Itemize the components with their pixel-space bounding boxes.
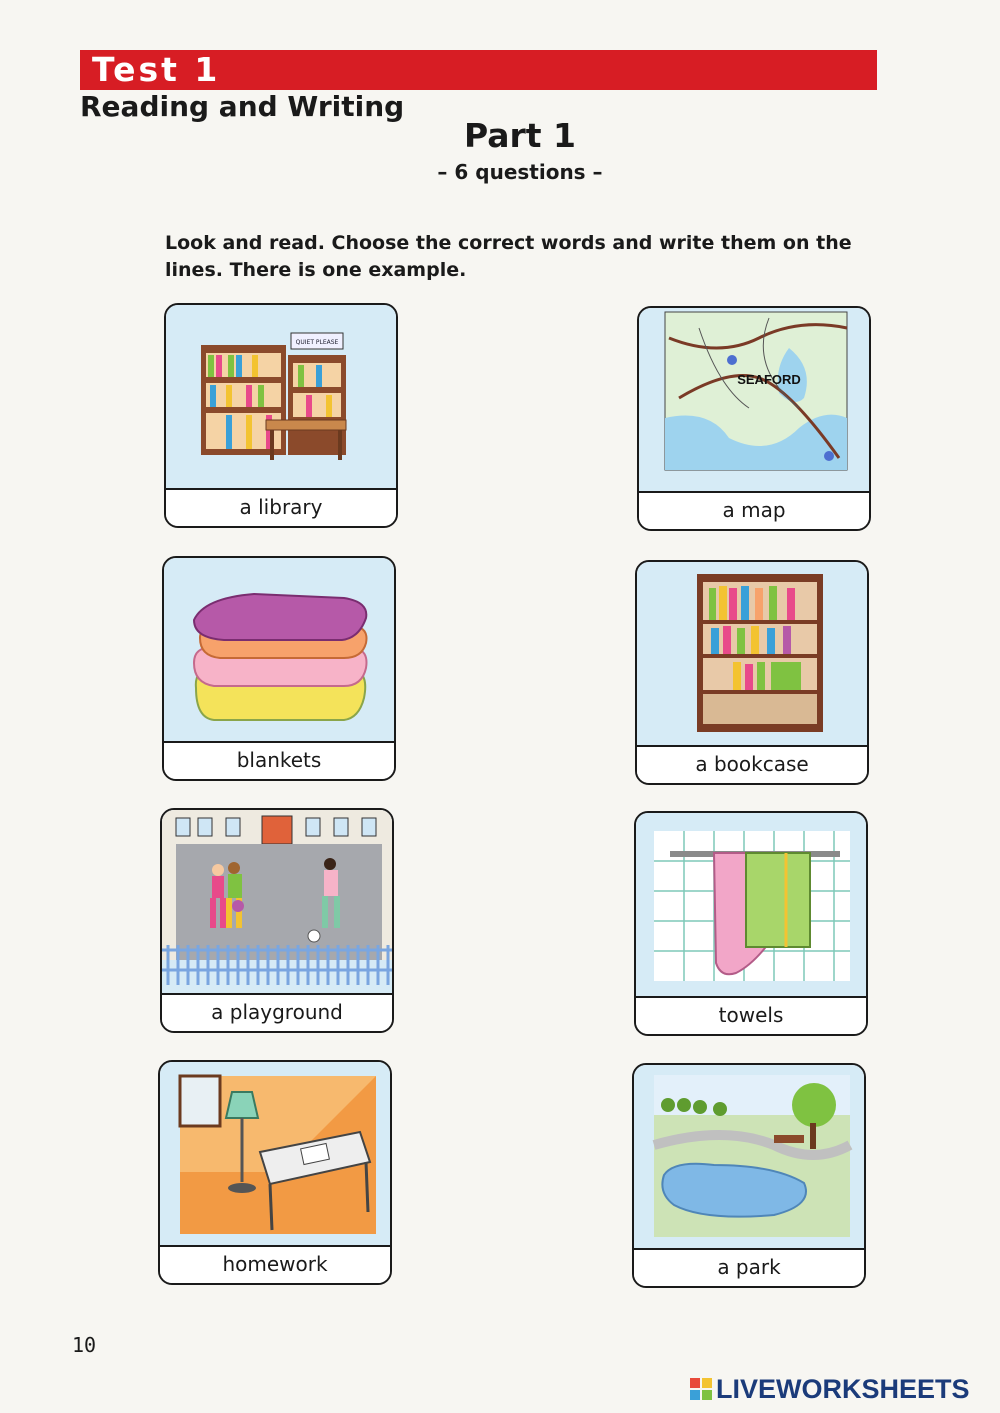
homework-icon	[160, 1062, 390, 1250]
library-sign: QUIET PLEASE	[295, 339, 339, 346]
map-place-name: SEAFORD	[737, 372, 801, 387]
library-icon	[166, 305, 396, 493]
liveworksheets-logo[interactable]	[690, 1372, 970, 1406]
card-map	[637, 306, 871, 531]
logo-grid-icon	[690, 1378, 712, 1400]
part-subtitle: – 6 questions –	[437, 160, 603, 184]
card-library	[164, 303, 398, 528]
instructions: Look and read. Choose the correct words and write them on the lines. There is one example.	[165, 232, 852, 281]
test-banner	[80, 50, 877, 90]
blankets-icon	[164, 558, 394, 746]
page-number: 10	[72, 1333, 97, 1357]
card-label: a playground	[162, 993, 392, 1031]
towels-icon	[636, 813, 866, 1001]
card-label: a bookcase	[637, 745, 867, 783]
card-towels	[634, 811, 868, 1036]
card-blankets	[162, 556, 396, 781]
card-label: homework	[160, 1245, 390, 1283]
card-label: a library	[166, 488, 396, 526]
playground-icon	[162, 810, 392, 998]
card-playground	[160, 808, 394, 1033]
part-title: Part 1	[463, 116, 577, 155]
bookcase-icon	[637, 562, 867, 750]
card-label: towels	[636, 996, 866, 1034]
park-icon	[634, 1065, 864, 1253]
section-title: Reading and Writing	[80, 90, 405, 123]
logo-text: LIVEWORKSHEETS	[716, 1373, 970, 1404]
card-park	[632, 1063, 866, 1288]
card-label: a park	[634, 1248, 864, 1286]
test-title: Test 1	[92, 50, 221, 89]
map-icon	[639, 308, 869, 496]
card-label: a map	[639, 491, 869, 529]
card-homework	[158, 1060, 392, 1285]
card-label: blankets	[164, 741, 394, 779]
card-bookcase	[635, 560, 869, 785]
